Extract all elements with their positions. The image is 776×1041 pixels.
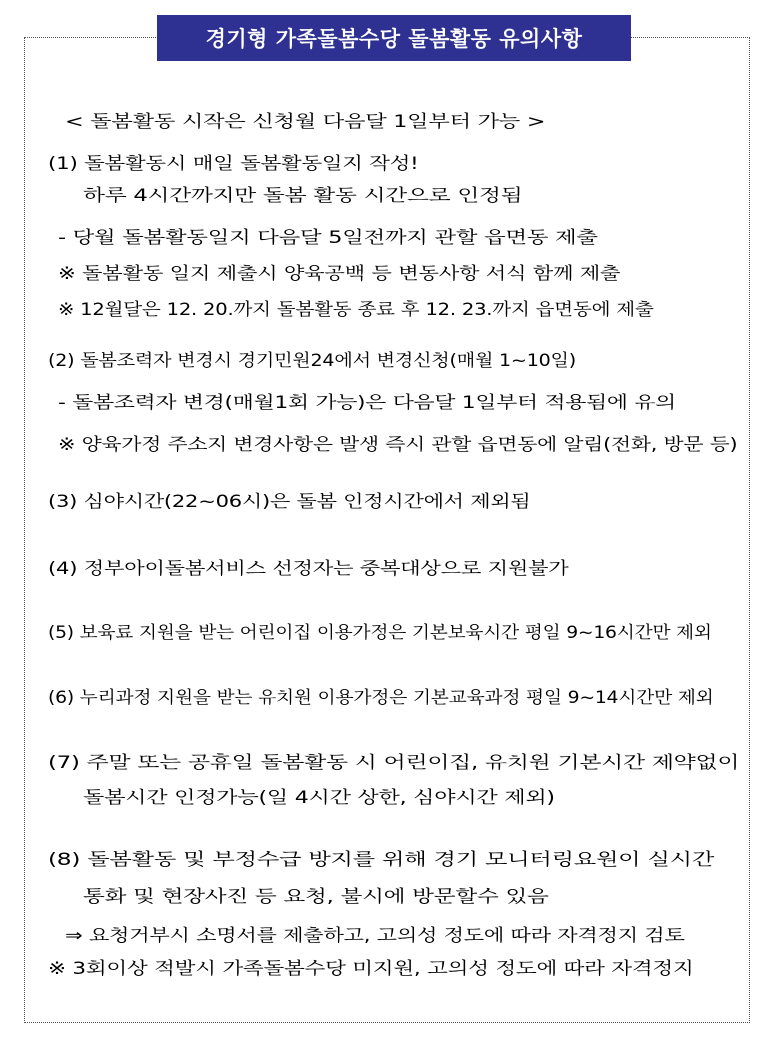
item-1-note-form: ※ 돌봄활동 일지 제출시 양육공백 등 변동사항 서식 함께 제출 — [58, 264, 621, 284]
item-1-detail: 하루 4시간까지만 돌봄 활동 시간으로 인정됨 — [83, 186, 523, 206]
notice-subtitle: < 돌봄활동 시작은 신청월 다음달 1일부터 가능 > — [65, 112, 546, 132]
item-8-heading: (8) 돌봄활동 및 부정수급 방지를 위해 경기 모니터링요원이 실시간 — [48, 850, 715, 870]
item-8-detail: 통화 및 현장사진 등 요청, 불시에 방문할수 있음 — [83, 887, 549, 907]
item-5: (5) 보육료 지원을 받는 어린이집 이용가정은 기본보육시간 평일 9~16시간만 제외 — [48, 623, 712, 643]
page-title: 경기형 가족돌봄수당 돌봄활동 유의사항 — [157, 15, 631, 61]
item-1-heading: (1) 돌봄활동시 매일 돌봄활동일지 작성! — [48, 154, 419, 174]
item-8-note-penalty: ※ 3회이상 적발시 가족돌봄수당 미지원, 고의성 정도에 따라 자격정지 — [48, 959, 694, 979]
item-6: (6) 누리과정 지원을 받는 유치원 이용가정은 기본교육과정 평일 9~14시간만 제외 — [48, 688, 714, 708]
item-7-heading: (7) 주말 또는 공휴일 돌봄활동 시 어린이집, 유치원 기본시간 제약없이 — [48, 753, 740, 773]
item-7-detail: 돌봄시간 인정가능(일 4시간 상한, 심야시간 제외) — [83, 788, 555, 808]
item-1-submit: - 당월 돌봄활동일지 다음달 5일전까지 관할 읍면동 제출 — [58, 228, 598, 248]
item-2-note-address: ※ 양육가정 주소지 변경사항은 발생 즉시 관할 읍면동에 알림(전화, 방문 등) — [58, 435, 738, 455]
item-8-refusal: ⇒ 요청거부시 소명서를 제출하고, 고의성 정도에 따라 자격정지 검토 — [65, 926, 685, 946]
item-4: (4) 정부아이돌봄서비스 선정자는 중복대상으로 지원불가 — [48, 559, 569, 579]
item-1-note-december: ※ 12월달은 12. 20.까지 돌봄활동 종료 후 12. 23.까지 읍면동에 제출 — [58, 300, 654, 320]
item-2-detail: - 돌봄조력자 변경(매월1회 가능)은 다음달 1일부터 적용됨에 유의 — [58, 393, 676, 413]
item-2-heading: (2) 돌봄조력자 변경시 경기민원24에서 변경신청(매월 1~10일) — [48, 351, 576, 371]
item-3: (3) 심야시간(22~06시)은 돌봄 인정시간에서 제외됨 — [48, 492, 531, 512]
